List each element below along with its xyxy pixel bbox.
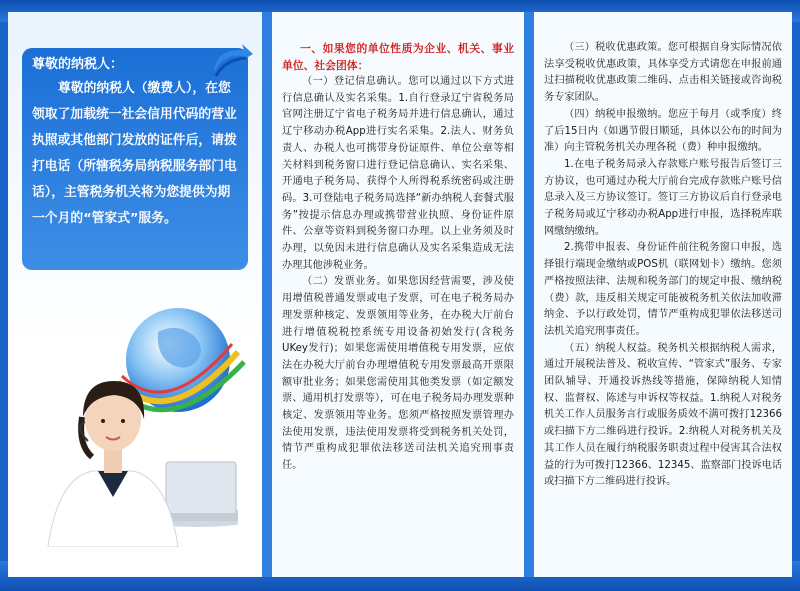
- paragraph-tax-incentives: （三）税收优惠政策。您可根据自身实际情况依法享受税收优惠政策，具体享受方式请您在申报前通过扫描税收优惠政策二维码、点击相关链接或咨询税务专家团队。: [544, 42, 782, 104]
- panel-right: [534, 12, 792, 577]
- paragraph-electronic-filing: 1.在电子税务局录入存款账户账号报告后签订三方协议，也可通过办税大厅前台完成存款账户账号信息录入及三方协议签订。签订三方协议后自行登录电子税务局或辽宁移动办税App进行申报，选择税库联网缴纳缴纳。: [544, 158, 782, 237]
- paragraph-invoice: （二）发票业务。如果您因经营需要，涉及使用增值税普通发票或电子发票，可在电子税务局办理发票种核定、发票领用等业务，在办税大厅前台进行增值税税控系统专用设备初始发行(含税务UKey发行)；如果您需使用增值税专用发票，应依法在办税大厅前台办理增值税专用发票最高开票限额审批业务；如果您需使用其他类发票（如定额发票、通用机打发票等），可在电子税务局办理发票种核定、发票领用等业务。您须严格按照发票管理办法使用发票，违法使用发票将受到税务机关处罚，情节严重构成犯罪依法移送司法机关追究刑事责任。: [282, 276, 514, 472]
- fold-gap-2: [524, 12, 534, 577]
- paragraph-registration: （一）登记信息确认。您可以通过以下方式进行信息确认及实名采集。1.自行登录辽宁省税务局官网注册辽宁省电子税务局并进行信息确认，通过辽宁移动办税App进行实名采集。2.法人、财务负责人、办税人也可携带身份证原件、单位公章等相关材料到税务窗口进行登记信息确认、实名采集、开通电子税务局、获得个人所得税系统密码或注册码。3.可登陆电子税务局选择“新办纳税人套餐式服务”按提示信息办理或携带营业执照、身份证件原件、公章等资料到税务窗口办理。以上业务须及时办理，以免因未进行信息确认及实名采集造成无法办理其他涉税业务。: [282, 76, 514, 271]
- swoosh-arrow-icon: [210, 42, 254, 82]
- greeting-body: 尊敬的纳税人（缴费人），在您领取了加载统一社会信用代码的营业执照或其他部门发放的证件后，请拨打电话（所辖税务局纳税服务部门电话），主管税务机关将为您提供为期一个月的“管家式”服务。: [32, 81, 237, 226]
- paragraph-taxpayer-rights: （五）纳税人权益。税务机关根据纳税人需求，通过开展税法普及、税收宣传、“管家式”服务、专家团队辅导、开通投诉热线等措施，保障纳税人知情权、监督权、陈述与申诉权等权益。1.纳税人对税务机关工作人员服务言行或服务质效不满可拨打12366或扫描下方二维码进行投诉。2.纳税人对税务机关及其工作人员在履行纳税服务职责过程中侵害其合法权益的行为可拨打12366、12345、监察部门投诉电话或扫描下方二维码进行投诉。: [544, 342, 783, 488]
- customer-service-agent-image: [38, 367, 238, 547]
- paragraph-tax-filing: （四）纳税申报缴纳。您应于每月（或季度）终了后15日内（如遇节假日顺延，具体以公布的时间为准）向主管税务机关办理各税（费）种申报缴纳。: [544, 108, 782, 154]
- greeting-title: 尊敬的纳税人：: [32, 57, 124, 72]
- right-text-block: [544, 40, 782, 491]
- panel-left: [8, 12, 262, 577]
- fold-gap-1: [262, 12, 272, 577]
- middle-text-block: [282, 40, 514, 475]
- paragraph-counter-filing: 2.携带申报表、身份证件前往税务窗口申报，选择银行端现金缴纳或POS机（联网划卡）缴纳。您须严格按照法律、法规和税务部门的规定申报、缴纳税（费）款，违反相关规定可能被税务机关依法加收滞纳金、予以行政处罚，情节严重构成犯罪依法移送司法机关追究刑事责任。: [544, 242, 782, 337]
- section-heading: 一、如果您的单位性质为企业、机关、事业单位、社会团体：: [282, 42, 514, 72]
- panel-middle: [272, 12, 524, 577]
